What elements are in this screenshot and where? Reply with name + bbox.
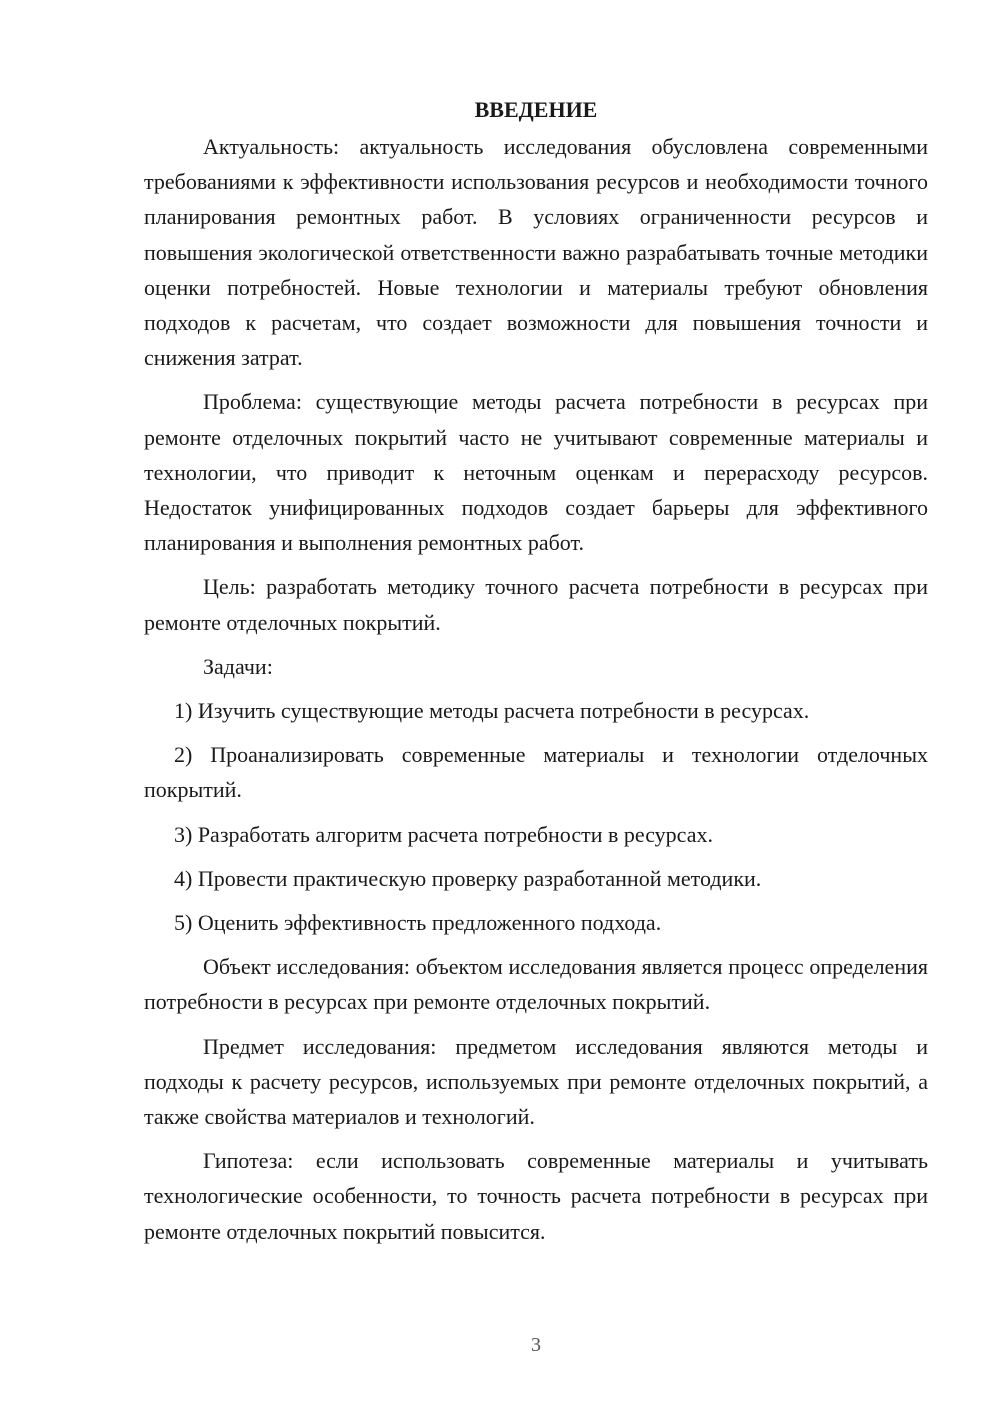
- section-title: ВВЕДЕНИЕ: [474, 97, 598, 122]
- page-number: 3: [531, 1334, 541, 1356]
- paragraph-goal: Цель: разработать методику точного расчета потребности в ресурсах при ремонте отделочных покрытий.: [144, 574, 928, 635]
- document-page: [144, 95, 928, 1258]
- task-item-4: 4) Провести практическую проверку разработанной методики.: [174, 865, 762, 891]
- task-item-3: 3) Разработать алгоритм расчета потребности в ресурсах.: [174, 821, 713, 847]
- paragraph-object: Объект исследования: объектом исследования является процесс определения потребности в ресурсах при ремонте отделочных покрытий.: [144, 954, 928, 1015]
- paragraph-hypothesis: Гипотеза: если использовать современные материалы и учитывать технологические особенности, то точность расчета потребности в ресурсах при ремонте отделочных покрытий повысится.: [144, 1148, 928, 1244]
- tasks-heading: Задачи:: [203, 653, 273, 679]
- task-item-1: 1) Изучить существующие методы расчета потребности в ресурсах.: [174, 698, 810, 724]
- paragraph-subject: Предмет исследования: предметом исследования являются методы и подходы к расчету ресурсов, используемых при ремонте отделочных покрытий, а также свойства материалов и технологий.: [144, 1033, 928, 1130]
- paragraph-relevance: Актуальность: актуальность исследования обусловлена современными требованиями к эффективности использования ресурсов и необходимости точного планирования ремонтных работ. В условиях ограниченности ресурсов и повышения экологической ответственности важно разрабатывать точные методики оценки потребностей. Новые технологии и материалы требуют обновления подходов к расчетам, что создает возможности для повышения точности и снижения затрат.: [144, 134, 928, 371]
- task-item-2: 2) Проанализировать современные материалы и технологии отделочных покрытий.: [144, 742, 928, 803]
- task-item-5: 5) Оценить эффективность предложенного подхода.: [174, 910, 662, 936]
- paragraph-problem: Проблема: существующие методы расчета потребности в ресурсах при ремонте отделочных покрытий часто не учитывают современные материалы и технологии, что приводит к неточным оценкам и перерасходу ресурсов. Недостаток унифицированных подходов создает барьеры для эффективного планирования и выполнения ремонтных работ.: [144, 389, 928, 556]
